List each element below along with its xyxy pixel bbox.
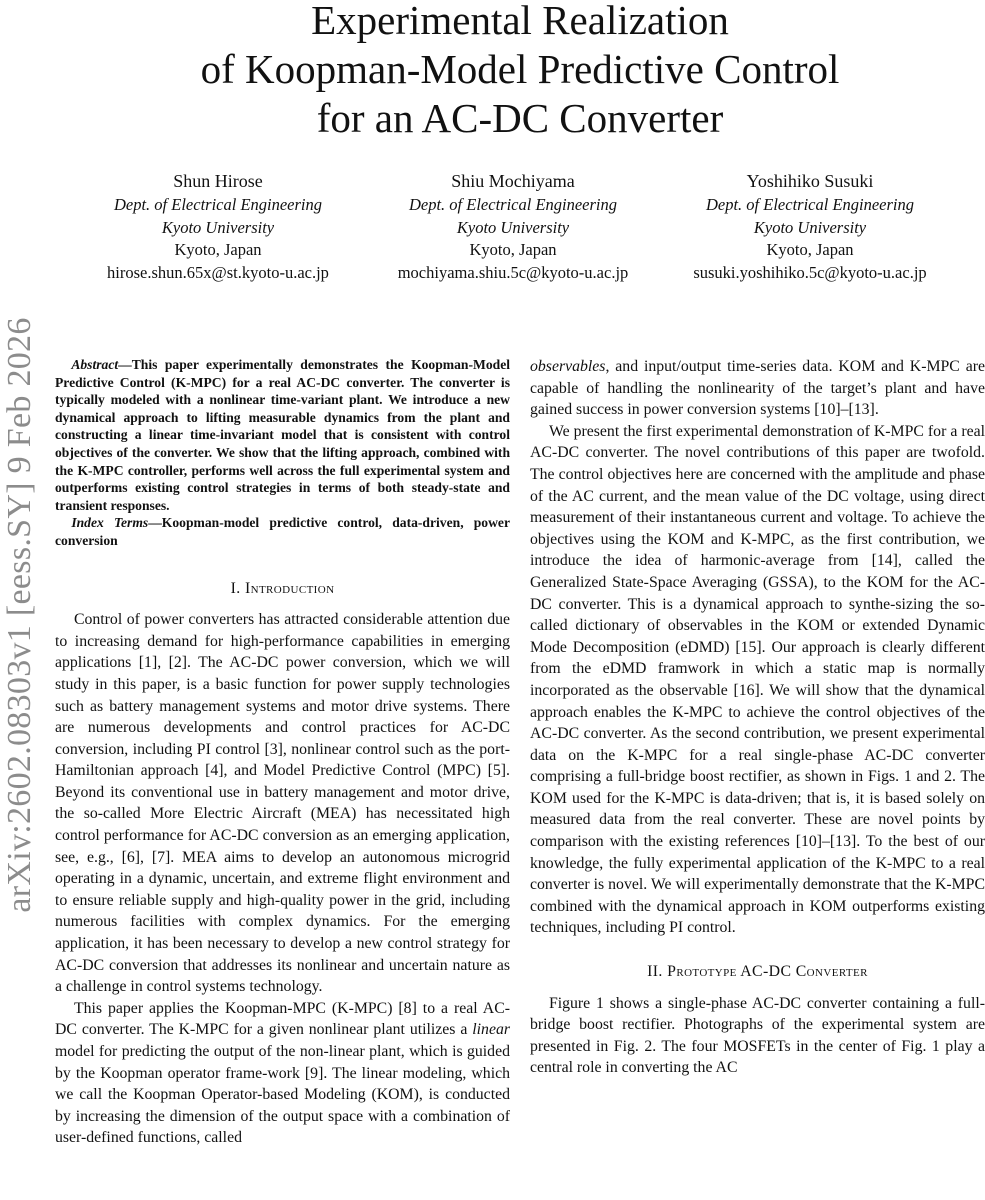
author-1 (68, 168, 368, 284)
author-city: Kyoto, Japan (174, 240, 262, 259)
author-email: mochiyama.shiu.5c@kyoto-u.ac.jp (397, 262, 629, 282)
section-heading-prototype (530, 961, 985, 983)
prototype-paragraph-1: Figure 1 shows a single-phase AC-DC converter containing a full-bridge boost rectifier. Photographs of the experimental system are presented in Fig. 2. The four MOSFETs in the center of Fig. 1 play a central role in converting the AC (530, 994, 985, 1077)
author-name: Shun Hirose (173, 171, 263, 191)
section-title: Introduction (244, 579, 335, 597)
intro-paragraph-2 (55, 998, 510, 1149)
abstract-label: Abstract (71, 357, 119, 372)
title-line-1: Experimental Realization (311, 0, 729, 43)
intro-paragraph-2-text-a: This paper applies the Koopman-MPC (K-MPC) [8] to a real AC-DC converter. The K-MPC for a given nonlinear plant utilizes a (55, 999, 510, 1039)
intro-paragraph-2-text-b: model for predicting the output of the non-linear plant, which is guided by the Koopman operator frame-work [9]. The linear modeling, which we call the Koopman Operator-based Modeling (KOM), is conducted by increasing the dimension of the output space with a combination of user-defined functions, called (55, 1043, 510, 1147)
author-city: Kyoto, Japan (766, 240, 854, 259)
index-terms-text: —Koopman-model predictive control, data-driven, power conversion (55, 515, 510, 548)
author-name: Yoshihiko Susuki (746, 171, 874, 191)
author-email: susuki.yoshihiko.5c@kyoto-u.ac.jp (693, 262, 927, 282)
intro-paragraph-3: We present the first experimental demonstration of K-MPC for a real AC-DC converter. The novel contributions of this paper are twofold. The control objectives here are concerned with the amplitude and phase of the AC current, and the mean value of the DC voltage, using direct measurement of their instantaneous current and voltage. To achieve the objectives using the KOM and K-MPC, as the first contribution, we introduce the idea of harmonic-average from [14], called the Generalized State-Space Averaging (GSSA), to the KOM for the AC-DC converter. This is a dynamical approach to synthe-sizing the so-called dictionary of observables in the KOM or extended Dynamic Mode Decomposition (eDMD) [15]. Our approach is clearly different from the eDMD framwork in which a static map is normally incorporated as the observable [16]. We will show that the dynamical approach enables the K-MPC to achieve the control objectives of the AC-DC converter. As the second contribution, we present experimental data on the K-MPC for a real single-phase AC-DC converter comprising a full-bridge boost rectifier, as shown in Figs. 1 and 2. The KOM used for the K-MPC is data-driven; that is, it is based solely on measured data from the real converter. These are novel points by comparison with the existing references [10]–[13]. To the best of our knowledge, the fully experimental application of the K-MPC to a real converter is novel. We will experimentally demonstrate that the K-MPC combined with the dynamical approach in KOM outperforms existing techniques, including PI control. (530, 422, 985, 937)
author-2 (363, 168, 663, 284)
author-university: Kyoto University (161, 217, 275, 237)
index-terms (55, 514, 510, 549)
intro-paragraph-1: Control of power converters has attracted considerable attention due to increasing demand for high-performance capabilities in emerging applications [1], [2]. The AC-DC power conversion, which we will study in this paper, is a basic function for power supply technologies such as battery management systems and motor drive systems. There are numerous developments and control practices for AC-DC conversion, including PI control [3], nonlinear control such as the port-Hamiltonian approach [4], and Model Predictive Control (MPC) [5]. Beyond its conventional use in battery management and motor drive, the so-called More Electric Aircraft (MEA) has necessitated high control performance for AC-DC conversion as an emerging application, see, e.g., [6], [7]. MEA aims to develop an autonomous microgrid operating in a dynamic, uncertain, and extreme flight environment and to ensure reliable supply and high-quality power in the grid, including numerous facilities with complex dynamics. For the emerging application, it has been necessary to develop a new control strategy for AC-DC conversion that addresses its nonlinear and uncertain nature as a challenge in control systems technology. (55, 611, 510, 996)
author-university: Kyoto University (456, 217, 570, 237)
arxiv-identifier (0, 290, 40, 940)
emphasis-linear: linear (472, 1021, 510, 1039)
emphasis-observables: observables (530, 358, 606, 375)
index-terms-label: Index Terms (71, 515, 149, 531)
author-email: hirose.shun.65x@st.kyoto-u.ac.jp (107, 262, 329, 282)
section-heading-introduction (55, 578, 510, 600)
intro-paragraph-2-text-c: , and input/output time-series data. KOM and K-MPC are capable of handling the nonlinearity of the target’s plant and have gained success in power conversion systems [10]–[13]. (530, 358, 985, 419)
section-number: II. (647, 963, 663, 981)
author-dept: Dept. of Electrical Engineering (705, 195, 915, 214)
author-university: Kyoto University (753, 217, 867, 237)
section-title: Prototype AC-DC Converter (667, 963, 868, 981)
abstract (55, 356, 510, 550)
left-column (55, 356, 510, 1149)
arxiv-identifier-text: arXiv:2602.08303v1 [eess.SY] 9 Feb 2026 (1, 317, 38, 913)
author-name: Shiu Mochiyama (451, 171, 575, 191)
author-dept: Dept. of Electrical Engineering (113, 195, 323, 214)
title-line-3: for an AC-DC Converter (316, 95, 724, 141)
paper-title (60, 0, 980, 143)
right-column (530, 356, 985, 1079)
abstract-paragraph (55, 356, 510, 514)
author-city: Kyoto, Japan (469, 240, 557, 259)
section-number: I. (230, 579, 241, 597)
author-dept: Dept. of Electrical Engineering (408, 195, 618, 214)
abstract-text: —This paper experimentally demonstrates the Koopman-Model Predictive Control (K-MPC) for a real AC-DC converter. The converter is typically modeled with a nonlinear time-variant plant. We introduce a new dynamical approach to lifting measurable dynamics from the plant and constructing a linear time-invariant model that is consistent with control objectives of the converter. We show that the lifting approach, combined with the K-MPC controller, performs well across the full experimental system and outperforms existing control strategies in terms of both steady-state and transient responses. (55, 357, 510, 513)
title-line-2: of Koopman-Model Predictive Control (200, 46, 840, 92)
intro-paragraph-2-continued (530, 356, 985, 421)
author-3 (660, 168, 960, 284)
